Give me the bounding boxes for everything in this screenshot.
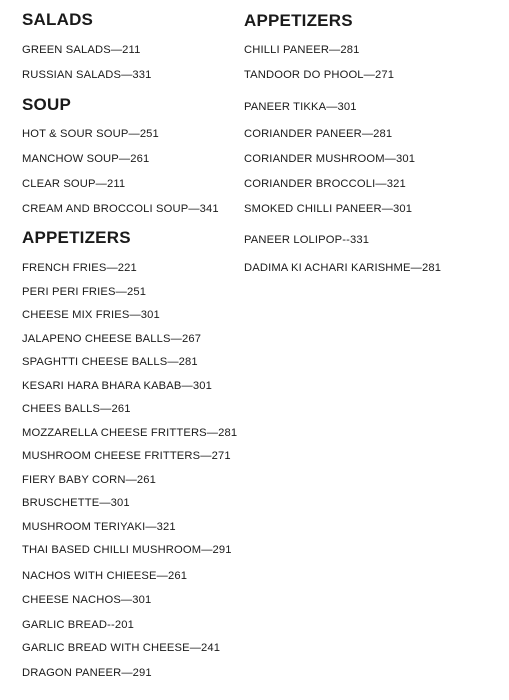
- section-title-appetizers: APPETIZERS: [244, 11, 353, 30]
- menu-item: MUSHROOM TERIYAKI—321: [22, 521, 176, 533]
- menu-item: MANCHOW SOUP—261: [22, 153, 150, 165]
- menu-item: RUSSIAN SALADS—331: [22, 69, 152, 81]
- menu-item: JALAPENO CHEESE BALLS—267: [22, 333, 202, 345]
- menu-item: PANEER TIKKA—301: [244, 101, 357, 113]
- menu-item: CORIANDER PANEER—281: [244, 128, 393, 140]
- menu-item: NACHOS WITH CHIEESE—261: [22, 570, 188, 582]
- menu-item: CHEESE NACHOS—301: [22, 594, 152, 606]
- menu-item: CHEES BALLS—261: [22, 403, 131, 415]
- menu-item: CORIANDER BROCCOLI—321: [244, 178, 406, 190]
- menu-item: SMOKED CHILLI PANEER—301: [244, 203, 413, 215]
- section-title-salads: SALADS: [22, 10, 94, 29]
- menu-item: CHEESE MIX FRIES—301: [22, 309, 160, 321]
- menu-item: FRENCH FRIES—221: [22, 262, 137, 274]
- menu-item: FIERY BABY CORN—261: [22, 474, 157, 486]
- section-title-soup: SOUP: [22, 95, 71, 114]
- menu-item: MUSHROOM CHEESE FRITTERS—271: [22, 450, 231, 462]
- menu-item: DRAGON PANEER—291: [22, 667, 152, 679]
- menu-item: THAI BASED CHILLI MUSHROOM—291: [22, 544, 232, 556]
- menu-item: MOZZARELLA CHEESE FRITTERS—281: [22, 427, 238, 439]
- menu-item: CLEAR SOUP—211: [22, 178, 126, 190]
- menu-item: GREEN SALADS—211: [22, 44, 141, 56]
- menu-item: KESARI HARA BHARA KABAB—301: [22, 380, 212, 392]
- menu-item: SPAGHTTI CHEESE BALLS—281: [22, 356, 198, 368]
- menu-item: GARLIC BREAD--201: [22, 619, 134, 631]
- menu-item: TANDOOR DO PHOOL—271: [244, 69, 395, 81]
- menu-item: BRUSCHETTE—301: [22, 497, 130, 509]
- menu-item: DADIMA KI ACHARI KARISHME—281: [244, 262, 442, 274]
- menu-item: PANEER LOLIPOP--331: [244, 234, 370, 246]
- menu-item: CORIANDER MUSHROOM—301: [244, 153, 416, 165]
- menu-item: HOT & SOUR SOUP—251: [22, 128, 159, 140]
- menu-item: PERI PERI FRIES—251: [22, 286, 147, 298]
- menu-item: CREAM AND BROCCOLI SOUP—341: [22, 203, 219, 215]
- menu-item: GARLIC BREAD WITH CHEESE—241: [22, 642, 221, 654]
- section-title-appetizers: APPETIZERS: [22, 228, 131, 247]
- menu-item: CHILLI PANEER—281: [244, 44, 360, 56]
